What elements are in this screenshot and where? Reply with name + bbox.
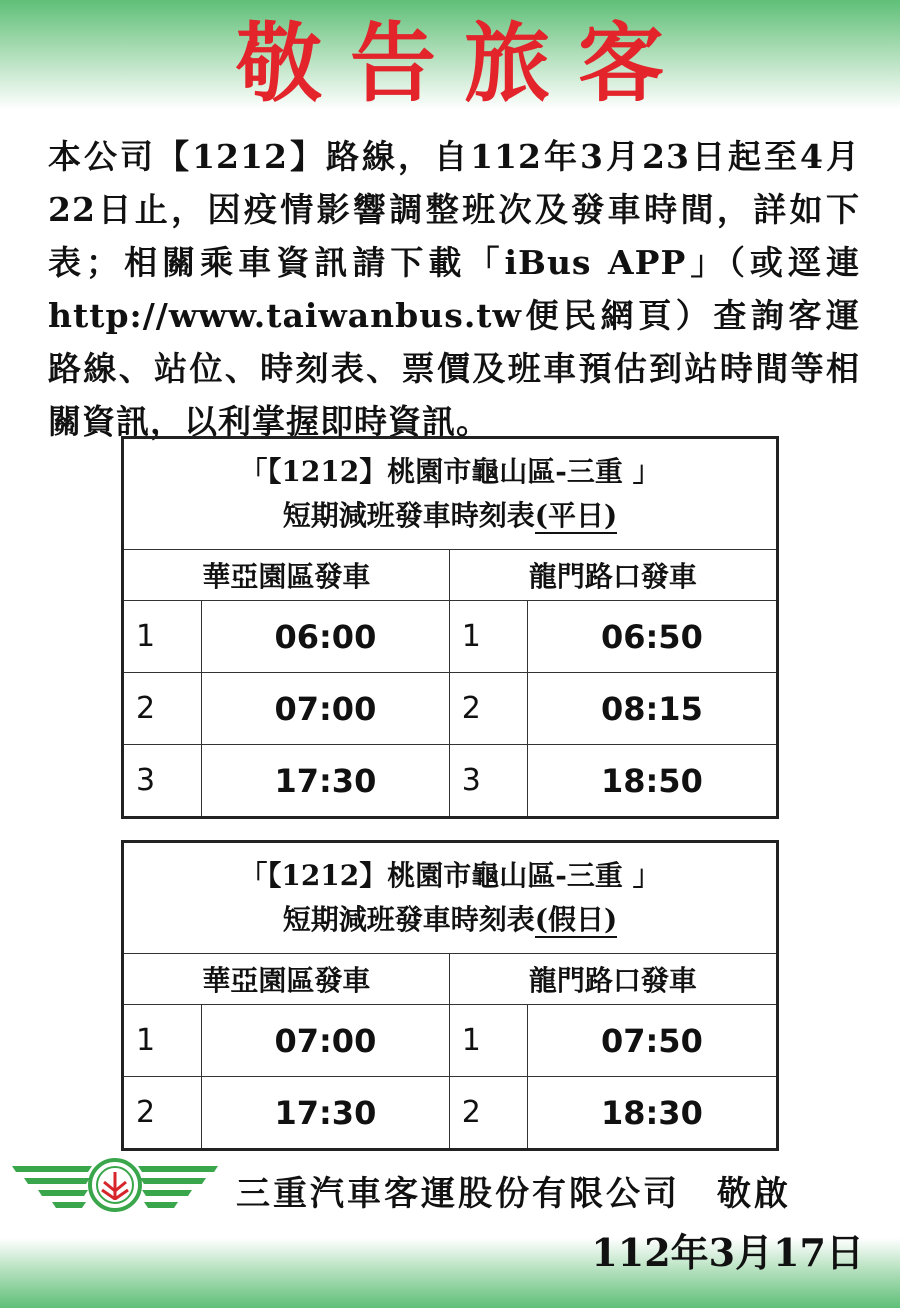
trip-number: 1 bbox=[449, 1005, 527, 1077]
table-row bbox=[123, 673, 778, 745]
holiday-table-header bbox=[123, 842, 778, 954]
departure-time: 06:00 bbox=[202, 601, 450, 673]
holiday-subtitle-line bbox=[124, 898, 776, 942]
company-signature: 三重汽車客運股份有限公司 敬啟 bbox=[236, 1174, 791, 1214]
table-row bbox=[123, 601, 778, 673]
departure-time: 08:15 bbox=[527, 673, 777, 745]
trip-number: 2 bbox=[123, 673, 202, 745]
holiday-col-left: 華亞園區發車 bbox=[123, 954, 450, 1005]
trip-number: 2 bbox=[449, 1077, 527, 1150]
weekday-table-header bbox=[123, 438, 778, 550]
departure-time: 07:50 bbox=[527, 1005, 777, 1077]
notice-body: 本公司【1212】路線，自112年3月23日起至4月22日止，因疫情影響調整班次及發車時間，詳如下表；相關乘車資訊請下載「iBus APP」（或逕連http://www.taiwanbus.tw便民網頁）查詢客運路線、站位、時刻表、票價及班車預估到站時間等相關資訊，以利掌握即時資訊。 bbox=[48, 137, 860, 441]
departure-time: 07:00 bbox=[202, 1005, 450, 1077]
departure-time: 17:30 bbox=[202, 1077, 450, 1150]
departure-time: 06:50 bbox=[527, 601, 777, 673]
table-row bbox=[123, 1077, 778, 1150]
weekday-subtitle: 短期減班發車時刻表 bbox=[282, 499, 535, 532]
holiday-subtitle: 短期減班發車時刻表 bbox=[282, 903, 535, 936]
weekday-subtitle-line bbox=[124, 494, 776, 538]
departure-time: 17:30 bbox=[202, 745, 450, 818]
trip-number: 1 bbox=[123, 1005, 202, 1077]
trip-number: 3 bbox=[123, 745, 202, 818]
trip-number: 1 bbox=[123, 601, 202, 673]
table-row bbox=[123, 745, 778, 818]
winged-wheel-logo-icon bbox=[12, 1158, 218, 1212]
trip-number: 2 bbox=[449, 673, 527, 745]
notice-title: 敬告旅客 bbox=[236, 13, 692, 114]
weekday-col-left: 華亞園區發車 bbox=[123, 550, 450, 601]
holiday-col-right: 龍門路口發車 bbox=[449, 954, 777, 1005]
holiday-timetable bbox=[121, 840, 779, 1151]
table-row bbox=[123, 1005, 778, 1077]
departure-time: 07:00 bbox=[202, 673, 450, 745]
weekday-col-right: 龍門路口發車 bbox=[449, 550, 777, 601]
departure-time: 18:50 bbox=[527, 745, 777, 818]
holiday-day-type: (假日) bbox=[534, 903, 618, 936]
holiday-route-title: 「【1212】桃園市龜山區-三重 」 bbox=[239, 859, 661, 892]
weekday-timetable bbox=[121, 436, 779, 819]
departure-time: 18:30 bbox=[527, 1077, 777, 1150]
trip-number: 3 bbox=[449, 745, 527, 818]
weekday-day-type: (平日) bbox=[534, 499, 618, 532]
notice-date: 112年3月17日 bbox=[591, 1230, 864, 1275]
trip-number: 2 bbox=[123, 1077, 202, 1150]
weekday-route-title: 「【1212】桃園市龜山區-三重 」 bbox=[239, 455, 661, 488]
trip-number: 1 bbox=[449, 601, 527, 673]
